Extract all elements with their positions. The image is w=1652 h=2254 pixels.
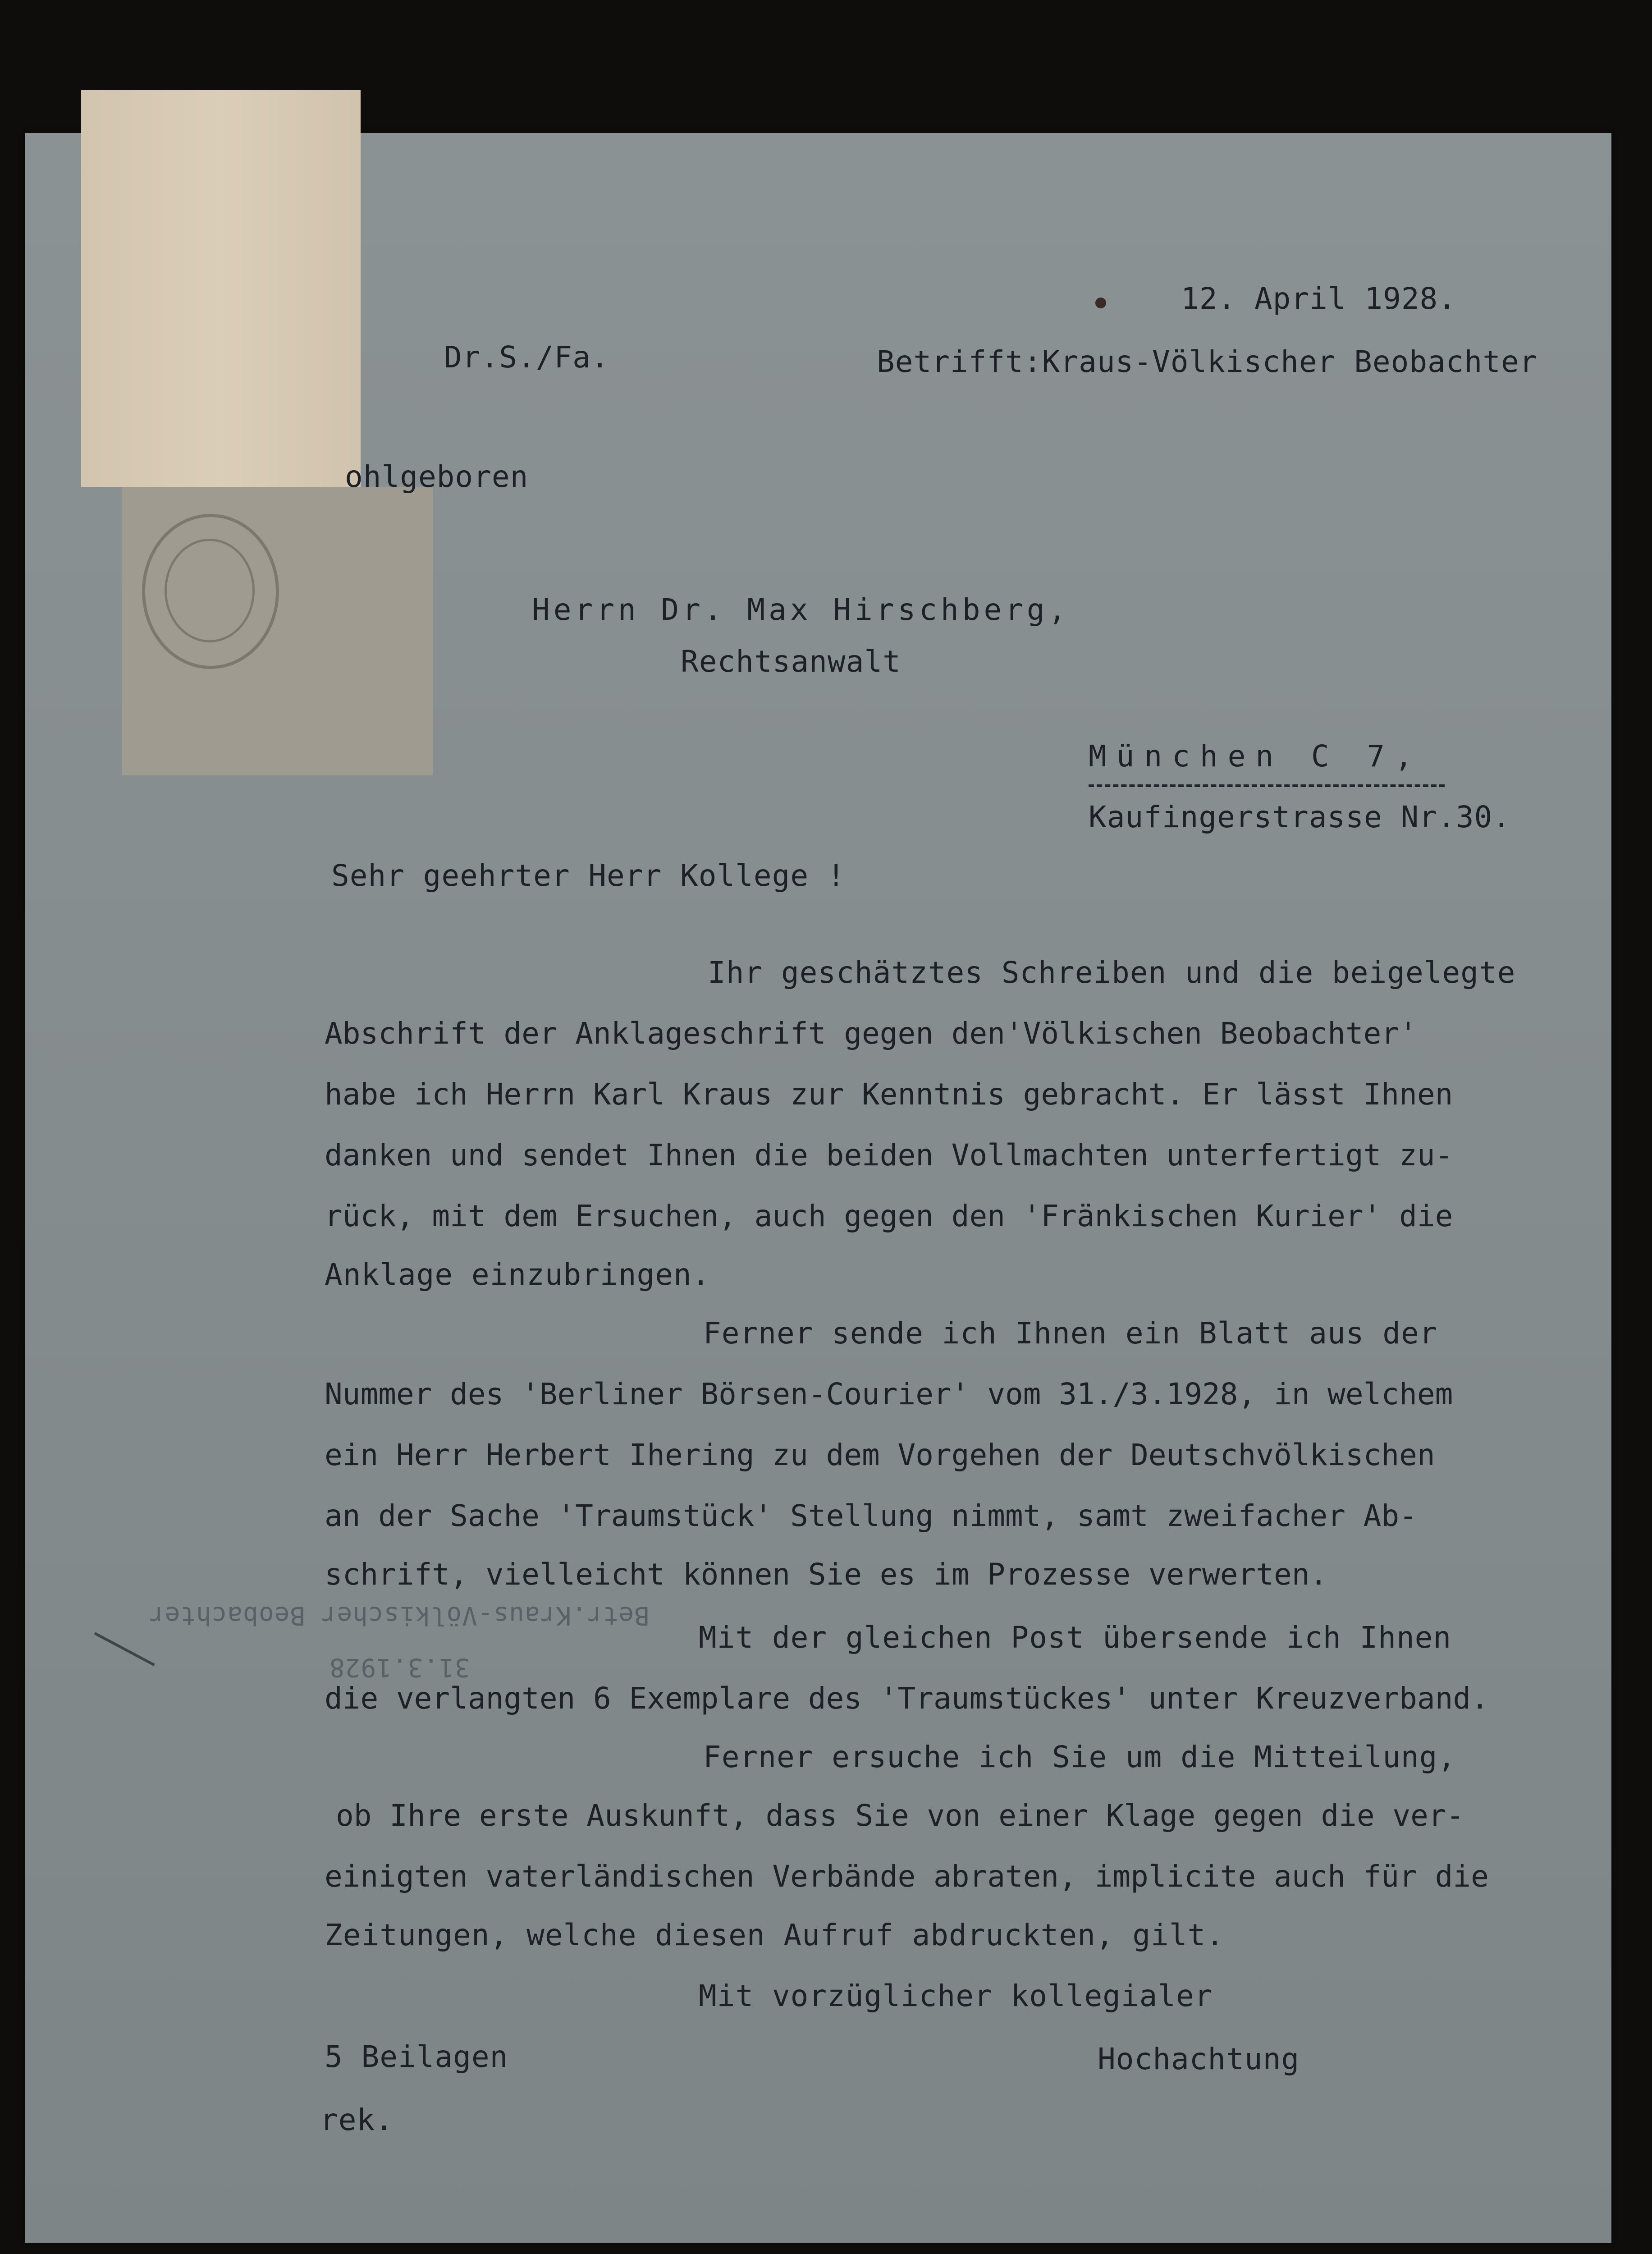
body-line: ob Ihre erste Auskunft, dass Sie von einer Klage gegen die ver- (336, 1798, 1464, 1833)
recipient-name: Herrn Dr. Max Hirschberg, (532, 592, 1070, 627)
body-line: an der Sache 'Traumstück' Stellung nimmt, samt zweifacher Ab- (325, 1498, 1417, 1533)
subject-line: Betrifft:Kraus-Völkischer Beobachter (877, 344, 1538, 379)
body-line: Nummer des 'Berliner Börsen-Courier' vom 31./3.1928, in welchem (325, 1377, 1453, 1411)
body-line: Zeitungen, welche diesen Aufruf abdruckten, gilt. (325, 1918, 1225, 1952)
body-line: ein Herr Herbert Ihering zu dem Vorgehen der Deutschvölkischen (325, 1438, 1435, 1472)
postal-stamp-inner-ring (165, 539, 255, 642)
recipient-street: Kaufingerstrasse Nr.30. (1089, 800, 1511, 834)
mirrored-subject-offset: Betr.Kraus-Völkischer Beobachter (149, 1601, 650, 1630)
enclosures-note: 5 Beilagen (325, 2039, 508, 2074)
registered-mail-note: rek. (320, 2103, 394, 2137)
attached-paper-slip (81, 90, 361, 487)
body-line: die verlangten 6 Exemplare des 'Traumstückes' unter Kreuzverband. (325, 1681, 1489, 1716)
greeting: Sehr geehrter Herr Kollege ! (331, 858, 846, 893)
body-line: Ferner ersuche ich Sie um die Mitteilung, (703, 1740, 1456, 1774)
body-line: habe ich Herrn Karl Kraus zur Kenntnis gebracht. Er lässt Ihnen (325, 1077, 1453, 1112)
reference-code: Dr.S./Fa. (444, 340, 609, 375)
body-line: rück, mit dem Ersuchen, auch gegen den 'Fränkischen Kurier' die (325, 1199, 1453, 1233)
letter-date: 12. April 1928. (1181, 281, 1457, 316)
body-line: Abschrift der Anklageschrift gegen den'Völkischen Beobachter' (325, 1016, 1417, 1051)
body-line: Ihr geschätztes Schreiben und die beigelegte (708, 955, 1516, 990)
body-line: danken und sendet Ihnen die beiden Vollmachten unterfertigt zu- (325, 1138, 1453, 1173)
mirrored-date-offset: 31.3.1928 (329, 1653, 470, 1682)
body-line: Ferner sende ich Ihnen ein Blatt aus der (703, 1316, 1438, 1351)
body-line: Anklage einzubringen. (325, 1257, 710, 1292)
closing-regards: Hochachtung (1098, 2042, 1300, 2076)
body-line: Mit der gleichen Post übersende ich Ihnen (699, 1620, 1452, 1655)
recipient-title: Rechtsanwalt (681, 644, 901, 679)
body-line: schrift, vielleicht können Sie es im Prozesse verwerten. (325, 1557, 1328, 1592)
address-honorific: ohlgeboren (345, 459, 529, 494)
recipient-city: München C 7, (1089, 739, 1423, 774)
body-line: einigten vaterländischen Verbände abraten, implicite auch für die (325, 1859, 1489, 1894)
closing-phrase: Mit vorzüglicher kollegialer (699, 1979, 1213, 2013)
ink-dot (1095, 298, 1106, 308)
city-underline (1089, 784, 1445, 787)
